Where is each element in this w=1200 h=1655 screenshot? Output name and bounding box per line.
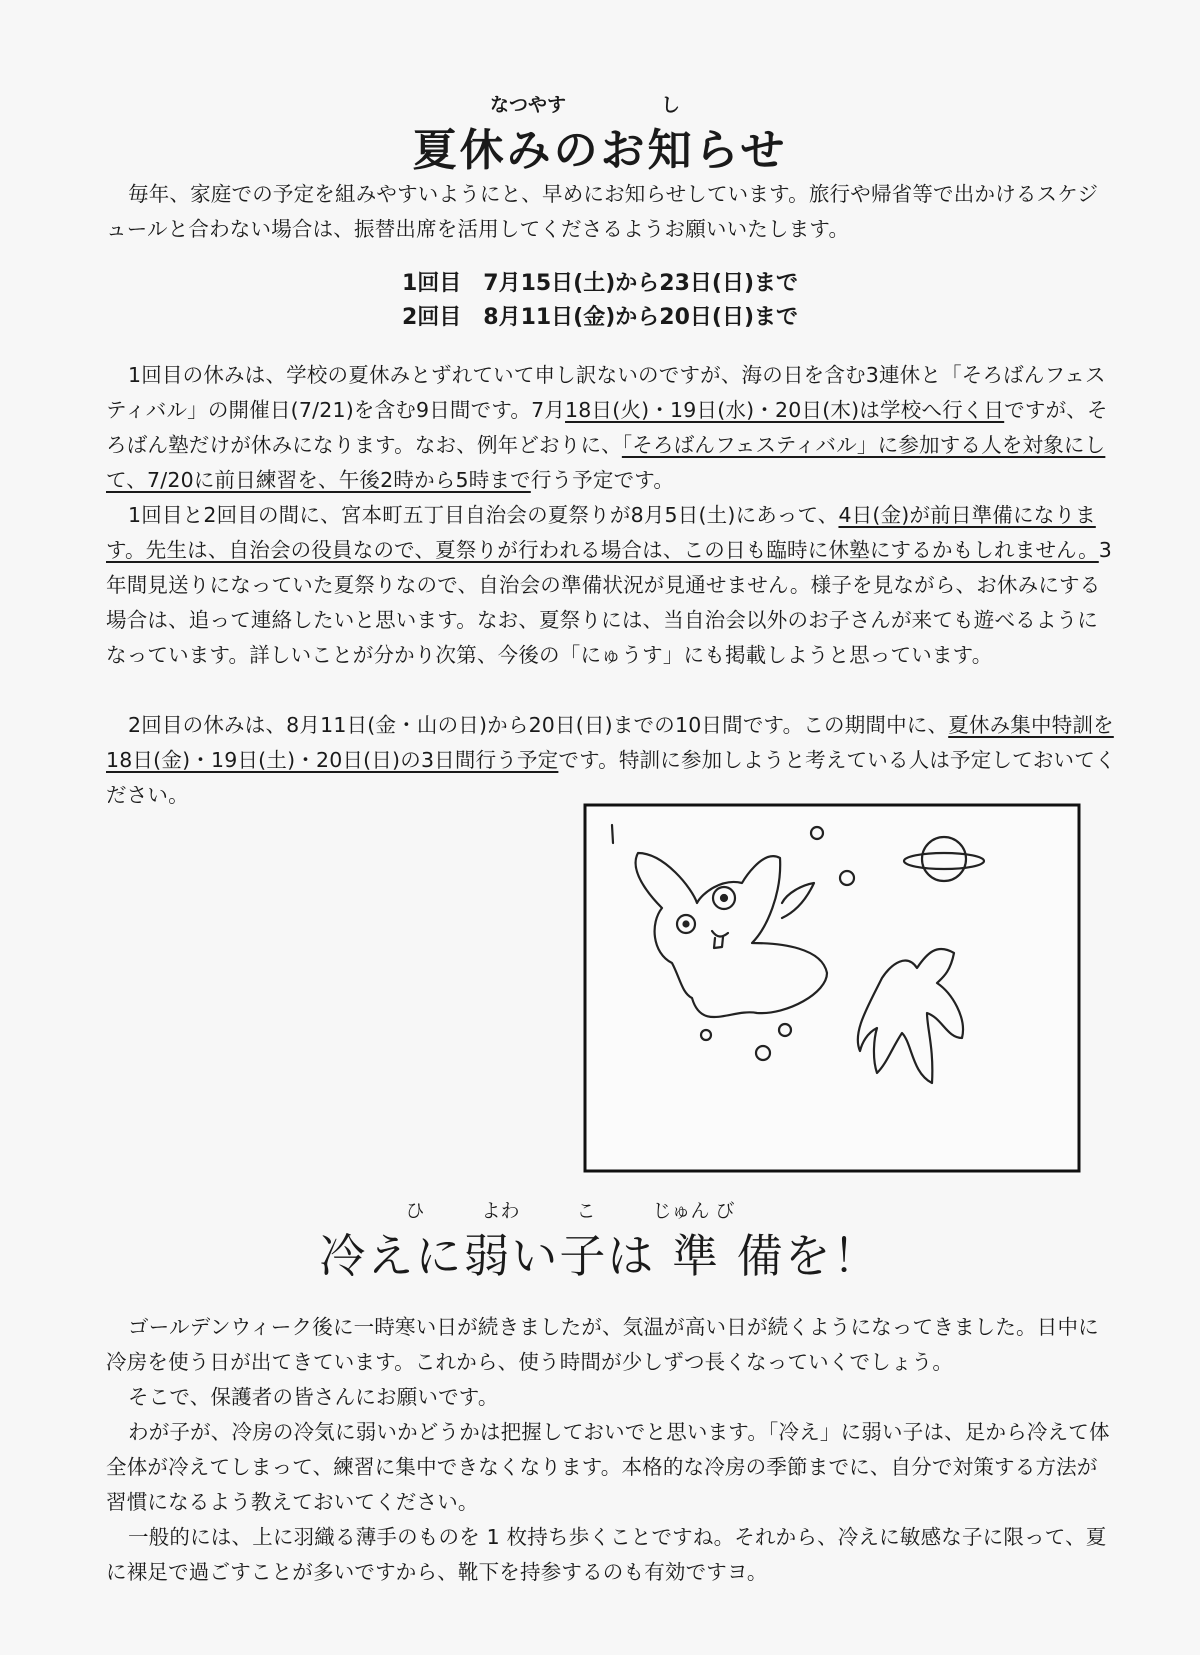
second-holiday-paragraph bbox=[106, 708, 1116, 813]
first-holiday-paragraph bbox=[106, 358, 1116, 498]
para3-text-c: です。特訓に参加しようと考えている人は予定しておいてください。 bbox=[106, 748, 1116, 807]
cold-paragraph-1: ゴールデンウィーク後に一時寒い日が続きましたが、気温が高い日が続くようになってきました。日中に冷房を使う日が出てきています。これから、使う時間が少しずつ長くなっていくでしょう。 bbox=[106, 1315, 1099, 1374]
para3-text-a: 2回目の休みは、8月11日(金・山の日)から20日(日)までの10日間です。この期間中に、 bbox=[128, 713, 949, 737]
intro-paragraph: 毎年、家庭での予定を組みやすいようにと、早めにお知らせしています。旅行や帰省等で出かけるスケジュールと合わない場合は、振替出席を活用してくださるようお願いいたします。 bbox=[106, 182, 1099, 241]
cold-heading-furigana: ひ よわ こ じゅん び bbox=[405, 1200, 735, 1222]
holiday-date-1: 1回目 7月15日(土)から23日(日)まで bbox=[401, 271, 799, 296]
summer-notice-heading bbox=[0, 90, 1200, 178]
para1-text-a: 1回目の休みは、学校の夏休みとずれていて申し訳ないのですが、海の日を含む3連休と「そろばんフェスティバル」の開催日(7/21)を含む9日間です。7月 bbox=[106, 363, 1106, 422]
rabbit-rocket-drawing bbox=[582, 803, 1082, 1175]
para2-underline-b: 4日(金)が前日準備になります。先生は、自治会の役員なので、夏祭りが行われる場合は、この日も臨時に休塾にするかもしれません。 bbox=[106, 503, 1099, 562]
para2-text-c: 3年間見送りになっていた夏祭りなので、自治会の準備状況が見通せません。様子を見ながら、お休みにする場合は、追って連絡したいと思います。なお、夏祭りには、当自治会以外のお子さんが来ても遊べるようになっています。詳しいことが分かり次第、今後の「にゅうす」にも掲載しようと思っています。 bbox=[106, 538, 1113, 667]
holiday-date-2: 2回目 8月11日(金)から20日(日)まで bbox=[401, 305, 799, 330]
para3-underline-b: 夏休み集中特訓を18日(金)・19日(土)・20日(日)の3日間行う予定 bbox=[106, 713, 1114, 772]
page-title: 夏休みのお知らせ bbox=[412, 125, 788, 176]
holiday-dates bbox=[0, 267, 1200, 335]
para1-text-e: 行う予定です。 bbox=[530, 468, 675, 492]
festival-paragraph bbox=[106, 498, 1116, 673]
cold-paragraph-2: そこで、保護者の皆さんにお願いです。 bbox=[128, 1385, 499, 1409]
cold-heading-title: 冷えに弱い子は 準 備を！ bbox=[319, 1229, 881, 1283]
para1-underline-d: 「そろばんフェスティバル」に参加する人を対象にして、7/20に前日練習を、午後2時から5時まで bbox=[106, 433, 1106, 492]
heading-furigana: なつやす し bbox=[489, 94, 680, 116]
para2-text-a: 1回目と2回目の間に、宮本町五丁目自治会の夏祭りが8月5日(土)にあって、 bbox=[128, 503, 839, 527]
cold-paragraph-3: わが子が、冷房の冷気に弱いかどうかは把握しておいでと思います。「冷え」に弱い子は、足から冷えて体全体が冷えてしまって、練習に集中できなくなります。本格的な冷房の季節までに、自分で対策する方法が習慣になるよう教えておいてください。 bbox=[106, 1420, 1110, 1514]
cold-paragraph-4: 一般的には、上に羽織る薄手のものを 1 枚持ち歩くことですね。それから、冷えに敏感な子に限って、夏に裸足で過ごすことが多いですから、靴下を持参するのも有効ですヨ。 bbox=[106, 1525, 1107, 1584]
cold-preparation-heading bbox=[0, 1196, 1200, 1286]
para1-underline-b: 18日(火)・19日(水)・20日(木)は学校へ行く日 bbox=[565, 398, 1005, 422]
para1-text-c: ですが、そろばん塾だけが休みになります。なお、例年どおりに、 bbox=[106, 398, 1108, 457]
